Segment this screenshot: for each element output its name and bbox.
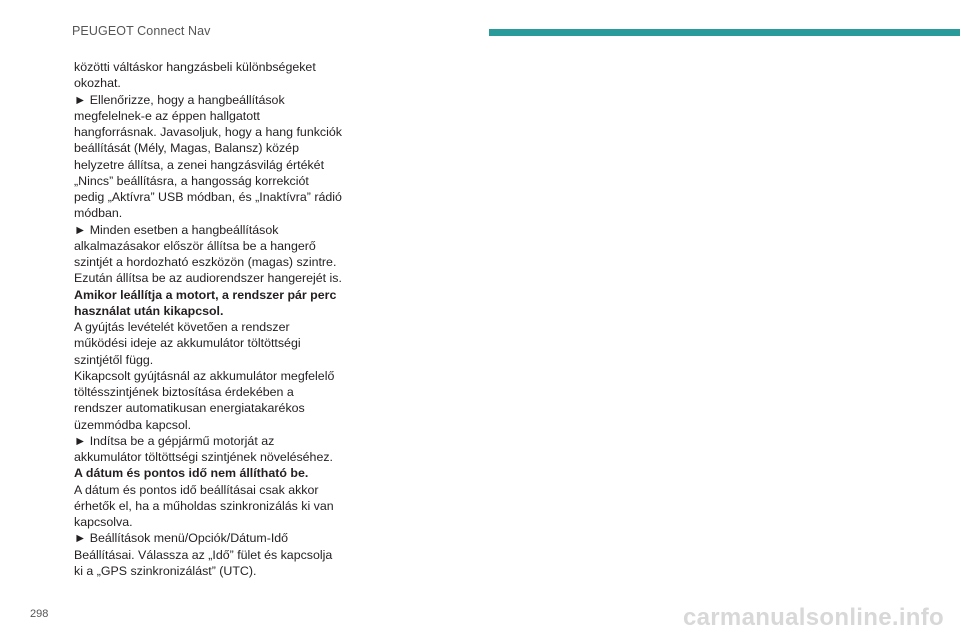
text-line: közötti váltáskor hangzásbeli különbségeket bbox=[74, 60, 316, 74]
watermark: carmanualsonline.info bbox=[683, 604, 945, 631]
text-line: rendszer automatikusan energiatakarékos bbox=[74, 401, 305, 416]
text-line: pedig „Aktívra” USB módban, és „Inaktívra” rádió bbox=[74, 190, 342, 204]
text-line: A gyújtás levételét követően a rendszer bbox=[74, 320, 290, 334]
text-column bbox=[74, 59, 364, 579]
text-line: ► Beállítások menü/Opciók/Dátum-Idő bbox=[74, 531, 289, 546]
page-number: 298 bbox=[30, 608, 49, 620]
bold-text-line: használat után kikapcsol. bbox=[74, 303, 224, 318]
text-line: alkalmazásakor először állítsa be a hangerő bbox=[74, 238, 316, 253]
bold-text-line: A dátum és pontos idő nem állítható be. bbox=[74, 466, 309, 481]
text-line: hangforrásnak. Javasoljuk, hogy a hang funkciók bbox=[74, 125, 342, 139]
text-line: kapcsolva. bbox=[74, 515, 133, 529]
text-line: akkumulátor töltöttségi szintjének növeléséhez. bbox=[74, 450, 333, 464]
text-line: helyzetre állítsa, a zenei hangzásvilág értékét bbox=[74, 157, 325, 172]
header-accent-bar bbox=[489, 29, 960, 36]
header-title: PEUGEOT Connect Nav bbox=[72, 24, 211, 38]
text-line: Beállításai. Válassza az „Idő” fület és kapcsolja bbox=[74, 547, 333, 562]
text-line: ki a „GPS szinkronizálást” (UTC). bbox=[74, 563, 257, 578]
text-line: szintjétől függ. bbox=[74, 352, 154, 367]
text-line: érhetők el, ha a műholdas szinkronizálás ki van bbox=[74, 498, 334, 513]
text-line: ► Indítsa be a gépjármű motorját az bbox=[74, 433, 275, 448]
text-line: Ezután állítsa be az audiorendszer hangerejét is. bbox=[74, 271, 342, 286]
text-line: módban. bbox=[74, 206, 123, 221]
bold-text-line: Amikor leállítja a motort, a rendszer pár perc bbox=[74, 287, 337, 302]
text-line: szintjét a hordozható eszközön (magas) szintre. bbox=[74, 255, 337, 269]
text-line: okozhat. bbox=[74, 76, 121, 91]
text-line: megfelelnek-e az éppen hallgatott bbox=[74, 108, 260, 123]
text-line: üzemmódba kapcsol. bbox=[74, 417, 192, 432]
text-line: „Nincs” beállításra, a hangosság korrekciót bbox=[74, 173, 309, 188]
text-line: beállítását (Mély, Magas, Balansz) közép bbox=[74, 141, 299, 156]
text-line: ► Ellenőrizze, hogy a hangbeállítások bbox=[74, 92, 285, 107]
text-line: Kikapcsolt gyújtásnál az akkumulátor megfelelő bbox=[74, 368, 335, 383]
text-line: A dátum és pontos idő beállításai csak akkor bbox=[74, 482, 319, 497]
text-line: töltésszintjének biztosítása érdekében a bbox=[74, 385, 294, 399]
text-line: ► Minden esetben a hangbeállítások bbox=[74, 222, 279, 237]
text-line: működési ideje az akkumulátor töltöttségi bbox=[74, 336, 301, 351]
